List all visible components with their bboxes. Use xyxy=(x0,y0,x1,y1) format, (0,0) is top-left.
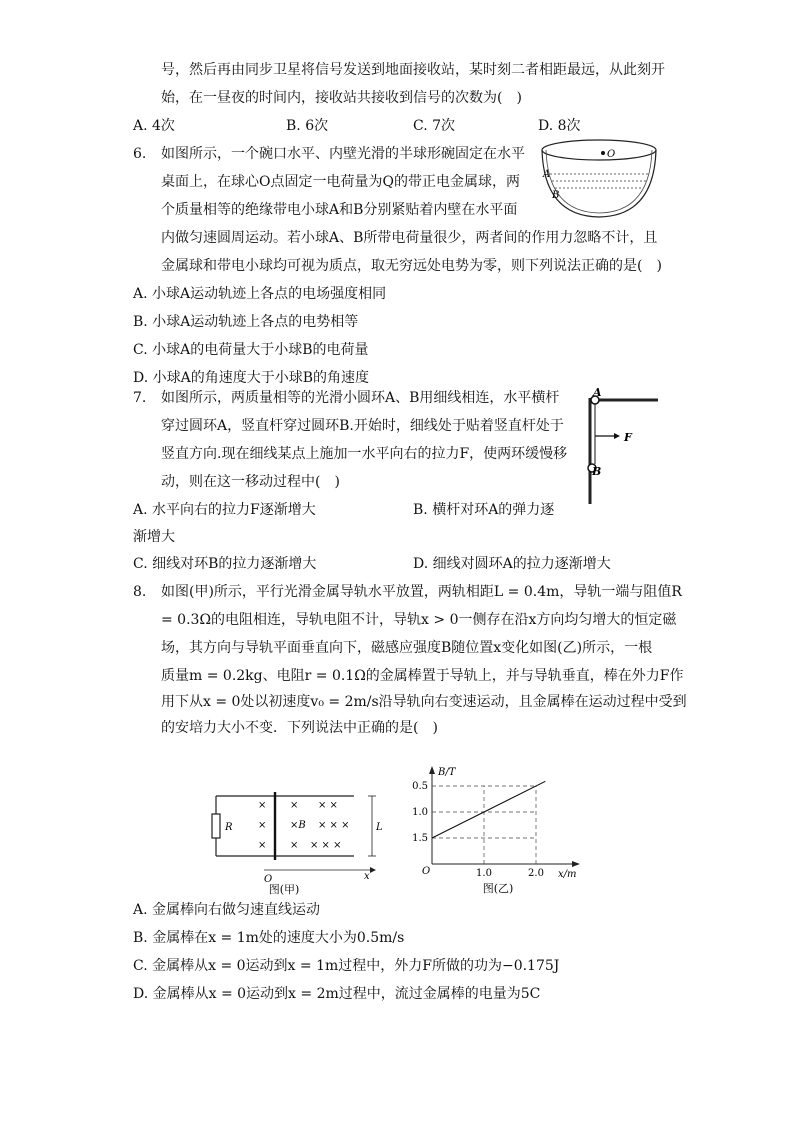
field-cross: × xyxy=(290,840,299,851)
q7-line-4: 动，则在这一移动过程中( ) xyxy=(161,474,340,490)
q8-line-1: 如图(甲)所示，平行光滑金属导轨水平放置，两轨相距L = 0.4m，导轨一端与阻值R xyxy=(161,584,682,600)
fig-jia-caption: 图(甲) xyxy=(268,883,300,896)
y-tick-label: 0.5 xyxy=(412,781,428,792)
y-tick-label: 1.5 xyxy=(412,833,428,844)
field-crosses: × × × xyxy=(318,820,350,831)
q7-option-c: C. 细线对环B的拉力逐渐增大 xyxy=(133,556,317,572)
chart-y-label: B/T xyxy=(438,767,456,778)
q6-line-2: 桌面上，在球心O点固定一电荷量为Q的带正电金属球，两 xyxy=(161,174,520,190)
ring-b-label: B xyxy=(592,465,602,478)
y-tick-label: 1.0 xyxy=(412,807,428,818)
force-f-label: F xyxy=(624,431,632,444)
q5-option-a: A. 4次 xyxy=(133,118,175,134)
q5-line-1: 号，然后再由同步卫星将信号发送到地面接收站，某时刻二者相距最远，从此刻开 xyxy=(161,62,665,78)
x-tick-label: 1.0 xyxy=(476,868,492,879)
ring-a-label: A xyxy=(593,388,602,399)
q6-line-1: 如图所示，一个碗口水平、内壁光滑的半球形碗固定在水平 xyxy=(161,146,525,162)
b-x-chart xyxy=(408,764,588,896)
rail-gap-label: L xyxy=(376,822,383,833)
q7-option-d: D. 细线对圆环A的拉力逐渐增大 xyxy=(413,556,611,572)
field-cross: × xyxy=(290,800,299,811)
q6-line-4: 内做匀速圆周运动。若小球A、B所带电荷量很少，两者间的作用力忽略不计，且 xyxy=(161,230,658,246)
x-tick-label: 2.0 xyxy=(528,868,544,879)
q7-option-a: A. 水平向右的拉力F逐渐增大 xyxy=(133,502,316,518)
q6-option-a: A. 小球A运动轨迹上各点的电场强度相同 xyxy=(133,286,387,302)
bowl-figure xyxy=(540,136,660,222)
field-cross: × xyxy=(258,820,267,831)
rails-figure xyxy=(206,780,386,900)
q7-line-3: 竖直方向.现在细线某点上施加一水平向右的拉力F，使两环缓慢移 xyxy=(161,446,568,462)
q5-line-2: 始，在一昼夜的时间内，接收站共接收到信号的次数为( ) xyxy=(161,90,522,106)
q8-line-3: 场，其方向与导轨平面垂直向下，磁感应强度B随位置x变化如图(乙)所示，一根 xyxy=(161,640,653,656)
field-crosses: × × × xyxy=(310,840,342,851)
q7-line-1: 如图所示，两质量相等的光滑小圆环A、B用细线相连，水平横杆 xyxy=(161,390,560,406)
q8-line-6: 的安培力大小不变．下列说法中正确的是( ) xyxy=(161,720,438,736)
rails-origin: O xyxy=(264,874,273,885)
q8-option-a: A. 金属棒向右做匀速直线运动 xyxy=(133,902,321,918)
q6-number: 6. xyxy=(133,146,147,162)
q8-option-c: C. 金属棒从x = 0运动到x = 1m过程中，外力F所做的功为−0.175J xyxy=(133,958,560,974)
q8-line-2: = 0.3Ω的电阻相连，导轨电阻不计，导轨x > 0一侧存在沿x方向均匀增大的恒定磁 xyxy=(161,612,677,628)
bowl-label-a: A xyxy=(543,169,551,180)
q5-option-b: B. 6次 xyxy=(286,118,329,134)
chart-x-label: x/m xyxy=(558,869,577,880)
resistor-label: R xyxy=(225,822,233,833)
field-crosses: × × xyxy=(318,800,338,811)
bowl-label-b: B xyxy=(552,190,560,201)
b-series-line xyxy=(432,781,545,838)
field-cross: × xyxy=(258,800,267,811)
field-cross: × xyxy=(258,840,267,851)
bowl-label-o: O xyxy=(607,149,616,160)
q6-line-3: 个质量相等的绝缘带电小球A和B分别紧贴着内壁在水平面 xyxy=(161,202,518,218)
q8-line-4: 质量m = 0.2kg、电阻r = 0.1Ω的金属棒置于导轨上，并与导轨垂直，棒在外力F作 xyxy=(161,668,684,684)
fig-yi-caption: 图(乙) xyxy=(482,882,514,895)
field-b-label: ×B xyxy=(290,820,306,831)
rails-x-axis-label: x xyxy=(364,871,370,882)
q8-line-5: 用下从x = 0处以初速度v₀ = 2m/s沿导轨向右变速运动，且金属棒在运动过程中受到 xyxy=(161,694,687,710)
q7-option-b-cont: 渐增大 xyxy=(133,529,175,545)
q8-number: 8. xyxy=(133,584,147,600)
q6-line-5: 金属球和带电小球均可视为质点，取无穷远处电势为零，则下列说法正确的是( ) xyxy=(161,258,662,274)
rods-figure xyxy=(578,388,660,506)
q7-number: 7. xyxy=(133,390,147,406)
chart-origin: O xyxy=(422,866,431,877)
q8-option-d: D. 金属棒从x = 0运动到x = 2m过程中，流过金属棒的电量为5C xyxy=(133,986,541,1002)
q5-option-d: D. 8次 xyxy=(538,118,581,134)
q8-option-b: B. 金属棒在x = 1m处的速度大小为0.5m/s xyxy=(133,930,405,946)
q6-option-c: C. 小球A的电荷量大于小球B的电荷量 xyxy=(133,342,369,358)
q5-option-c: C. 7次 xyxy=(413,118,456,134)
q6-option-b: B. 小球A运动轨迹上各点的电势相等 xyxy=(133,314,359,330)
q6-option-d: D. 小球A的角速度大于小球B的角速度 xyxy=(133,370,370,386)
q7-option-b: B. 横杆对环A的弹力逐 xyxy=(413,502,555,518)
q7-line-2: 穿过圆环A，竖直杆穿过圆环B.开始时，细线处于贴着竖直杆处于 xyxy=(161,418,564,434)
